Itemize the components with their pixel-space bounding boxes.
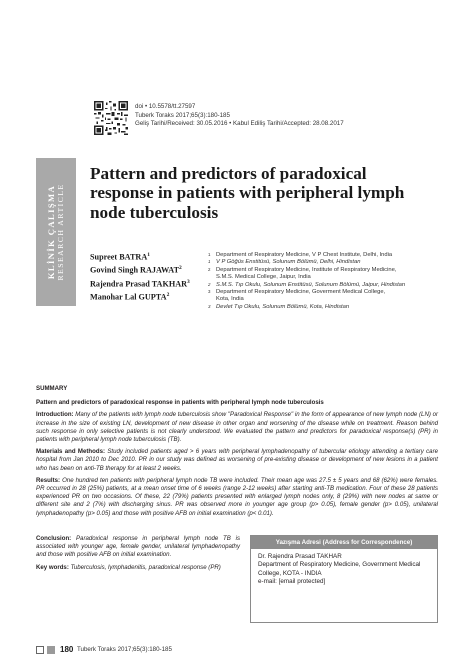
article-title: Pattern and predictors of paradoxical response in patients with peripheral lymph node tuberculosis <box>90 164 405 222</box>
author-name: Rajendra Prasad TAKHAR$^3$ <box>90 278 190 289</box>
correspondence-address: Department of Respiratory Medicine, Government Medical College, KOTA - INDIA <box>258 561 421 577</box>
footer-square-outline-icon <box>36 646 44 654</box>
author-name: Manohar Lal GUPTA$^2$ <box>90 291 170 302</box>
summary-lower-left <box>36 535 240 576</box>
keywords-paragraph: Key words: Tuberculosis, lymphadenitis, paradoxical response (PR) <box>36 563 221 571</box>
affiliation-item: 3 Department of Respiratory Medicine, Goverment Medical College, Kota, India <box>208 289 386 303</box>
introduction-paragraph: Introduction: Many of the patients with lymph node tuberculosis show "Paradoxical Response" in the form of appearance of new lymph node (LN) or increase in the size of existing LN, development of new disease in other organ and worsening of the disease while on treatment. Reason behind such response in only selective patients is not clearly understood. We evaluated the pattern and predictors for paradoxical response(s) (PR) in patients with peripheral lymph node tuberculosis (TB). <box>36 411 438 444</box>
author-name: Govind Singh RAJAWAT$^2$ <box>90 265 182 276</box>
affiliation-item: 2 Department of Respiratory Medicine, Institute of Respiratory Medicine, S.M.S. Medical College, Jaipur, India <box>208 266 397 281</box>
author-list <box>90 250 190 303</box>
article-type-band <box>36 158 76 306</box>
methods-paragraph: Materials and Methods: Study included patients aged > 6 years with peripheral lymphadenopathy of tubercular etiology attending a tertiary care hospital from Jan 2010 to Dec 2010. PR in our study was defined as worsening of pre-existing disease or development of new lesions in a patient who has been on anti-TB therapy for at least 2 weeks. <box>36 448 438 472</box>
affiliation-item: 1 V P Göğüs Enstitüsü, Solunum Bölümü, Delhi, Hindistan <box>208 259 361 266</box>
affiliation-list <box>208 252 438 311</box>
summary-section <box>36 385 438 522</box>
page-number: 180 <box>60 645 74 654</box>
article-type-tr: KLİNİK ÇALIŞMA <box>46 184 56 280</box>
footer-square-filled-icon <box>47 646 55 654</box>
correspondence-header: Yazışma Adresi (Address for Correspondence) <box>251 536 437 549</box>
correspondence-name: Dr. Rajendra Prasad TAKHAR <box>258 553 342 560</box>
results-paragraph: Results: One hundred ten patients with peripheral lymph node TB were included. Their mean age was 27.5 ± 5 years and 68 (62%) were females. PR occurred in 28 (25%) patients, at a mean onset time of 6 weeks (range 2-12 weeks) after starting anti-TB medication. Four of these 28 patients experienced PR on two occasions. Of these, 22 (79%) patients presented with enlarged lymph nodes only, 8 (29%) with new nodes at same or different site and 2 (7%) with discharging sinus. PR was observed more in younger age group (p> 0.05), female gender (p> 0.05), unilateral lymphadenopathy (p> 0.05) and those with positive AFB on initial examination (p< 0.01). <box>36 476 438 517</box>
footer-journal-citation: Tuberk Toraks 2017;65(3):180-185 <box>77 646 172 653</box>
journal-citation: Tuberk Toraks 2017;65(3):180-185 <box>135 111 230 119</box>
summary-title: Pattern and predictors of paradoxical response in patients with peripheral lymph node tuberculosis <box>36 399 324 407</box>
affiliation-item: 1 Department of Respiratory Medicine, V P Chest Institute, Delhi, India <box>208 252 393 258</box>
correspondence-email[interactable]: e-mail: [email protected] <box>258 578 326 586</box>
article-type-en: RESEARCH ARTICLE <box>56 183 65 281</box>
affiliation-item: 3 Devlet Tıp Okulu, Solunum Bölümü, Kota, Hindistan <box>208 303 350 310</box>
article-meta <box>135 103 344 129</box>
correspondence-box <box>250 535 438 623</box>
doi-text[interactable]: doi • 10.5578/tt.27597 <box>135 103 196 110</box>
summary-label: SUMMARY <box>36 385 68 392</box>
received-accepted-dates: Geliş Tarihi/Received: 30.05.2016 • Kabul Ediliş Tarihi/Accepted: 28.08.2017 <box>135 120 344 128</box>
conclusion-paragraph: Conclusion: Paradoxical response in peripheral lymph node TB is associated with younger age, female gender, unilateral lymphadenopathy and those with positive AFB on initial examination. <box>36 535 240 559</box>
author-name: Supreet BATRA$^1$ <box>90 252 150 262</box>
affiliation-item: 2 S.M.S. Tıp Okulu, Solunum Enstitüsü, Solunum Bölümü, Jaipur, Hindistan <box>208 281 406 288</box>
qr-code-image <box>94 101 128 135</box>
